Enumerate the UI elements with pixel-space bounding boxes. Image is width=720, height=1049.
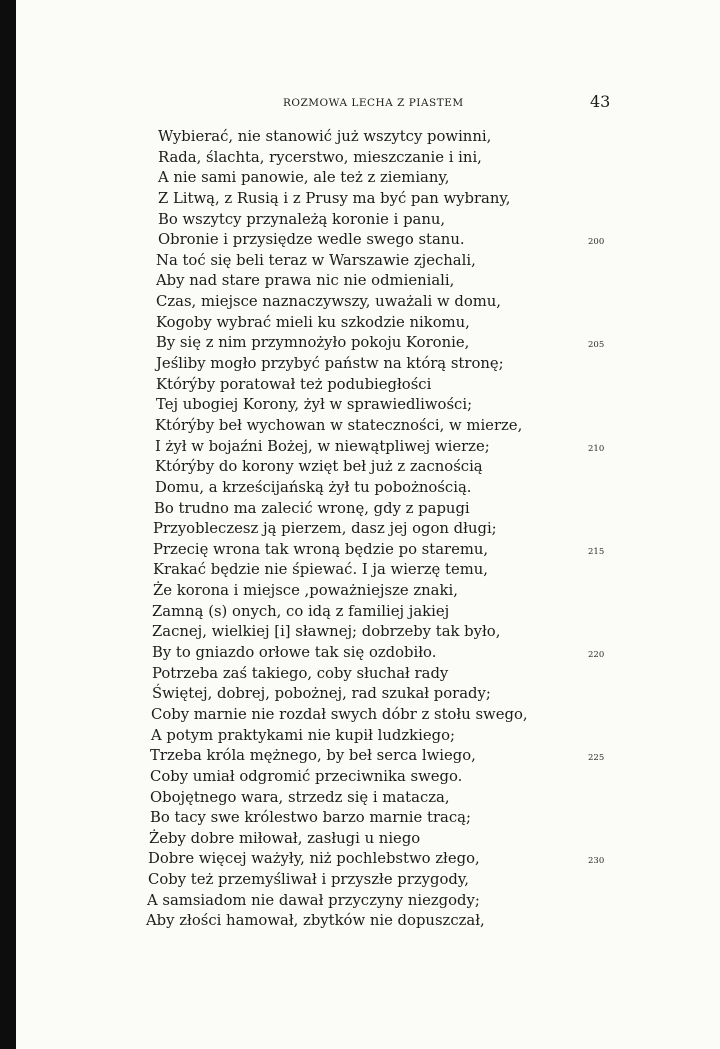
- verse-text: I żył w bojaźni Bożej, w niewątpliwej wierze;: [155, 437, 490, 455]
- verse-text: Domu, a krześcijańską żył tu pobożnością.: [155, 478, 472, 496]
- verse-text: Bo wszytcy przynależą koronie i panu,: [158, 210, 446, 228]
- verse-text: Przecię wrona tak wroną będzie po staremu,: [153, 540, 489, 558]
- scan-dark-edge: [0, 0, 16, 1049]
- verse-line: [146, 519, 666, 540]
- verse-text: Wybierać, nie stanowić już wszytcy powinni,: [158, 128, 492, 145]
- verse-text: Przyobleczesz ją pierzem, dasz jej ogon długi;: [153, 520, 497, 538]
- verse-line: [146, 643, 666, 664]
- verse-line: [146, 602, 666, 623]
- verse-line: [146, 808, 666, 829]
- verse-text: A potym praktykami nie kupił ludzkiego;: [151, 726, 455, 744]
- verse-line: [146, 829, 666, 850]
- verse-text: Którýby do korony wzięt beł już z zacnością: [155, 458, 483, 476]
- page-number: 43: [590, 92, 611, 111]
- verse-text: A nie sami panowie, ale też z ziemiany,: [158, 169, 450, 187]
- running-title: ROZMOWA LECHA Z PIASTEM: [283, 97, 464, 109]
- verse-line: [146, 849, 666, 870]
- poem-body: [146, 127, 666, 932]
- verse-text: Czas, miejsce naznaczywszy, uważali w domu,: [156, 293, 502, 311]
- verse-text: Obronie i przysiędze wedle swego stanu.: [158, 231, 465, 249]
- verse-line: [146, 746, 666, 767]
- verse-line: [146, 560, 666, 581]
- line-number: 230: [588, 856, 605, 867]
- verse-text: Coby marnie nie rozdał swych dóbr z stołu swego,: [151, 705, 528, 723]
- verse-line: [146, 127, 666, 148]
- verse-line: [146, 870, 666, 891]
- line-number: 205: [588, 340, 605, 351]
- verse-line: [146, 230, 666, 251]
- verse-text: By się z nim przymnożyło pokoju Koronie,: [156, 334, 470, 352]
- verse-line: [146, 313, 666, 334]
- verse-line: [146, 788, 666, 809]
- verse-line: [146, 478, 666, 499]
- verse-line: [146, 333, 666, 354]
- verse-text: Świętej, dobrej, pobożnej, rad szukał porady;: [152, 685, 491, 703]
- verse-line: [146, 251, 666, 272]
- verse-line: [146, 148, 666, 169]
- line-number: 225: [588, 753, 605, 764]
- verse-line: [146, 622, 666, 643]
- verse-text: Na toć się beli teraz w Warszawie zjechali,: [156, 251, 476, 269]
- verse-text: Coby też przemyśliwał i przyszłe przygody,: [148, 871, 469, 889]
- verse-text: Jeśliby mogło przybyć państw na którą stronę;: [156, 355, 504, 373]
- verse-line: [146, 395, 666, 416]
- verse-line: [146, 499, 666, 520]
- verse-line: [146, 891, 666, 912]
- verse-line: [146, 210, 666, 231]
- verse-text: Potrzeba zaś takiego, coby słuchał rady: [152, 664, 449, 682]
- verse-text: Trzeba króla mężnego, by beł serca lwiego,: [150, 747, 476, 765]
- line-number: 215: [588, 546, 605, 557]
- verse-text: Bo trudno ma zalecić wronę, gdy z papugi: [154, 499, 470, 517]
- verse-text: Coby umiał odgromić przeciwnika swego.: [150, 767, 463, 785]
- verse-text: Aby nad stare prawa nic nie odmieniali,: [156, 272, 455, 290]
- verse-line: [146, 664, 666, 685]
- verse-text: Zamną (s) onych, co idą z familiej jakiej: [152, 602, 450, 620]
- verse-text: Żeby dobre miłował, zasługi u niego: [149, 829, 421, 847]
- verse-line: [146, 416, 666, 437]
- verse-line: [146, 189, 666, 210]
- verse-text: Obojętnego wara, strzedz się i matacza,: [150, 788, 450, 806]
- verse-line: [146, 705, 666, 726]
- verse-line: [146, 684, 666, 705]
- verse-line: [146, 375, 666, 396]
- verse-text: By to gniazdo orłowe tak się ozdobiło.: [152, 644, 437, 662]
- verse-text: Z Litwą, z Rusią i z Prusy ma być pan wybrany,: [158, 189, 511, 207]
- verse-line: [146, 457, 666, 478]
- verse-line: [146, 271, 666, 292]
- verse-line: [146, 540, 666, 561]
- verse-text: Dobre więcej ważyły, niż pochlebstwo złego,: [148, 850, 480, 868]
- verse-line: [146, 168, 666, 189]
- verse-line: [146, 354, 666, 375]
- line-number: 220: [588, 650, 605, 661]
- verse-line: [146, 581, 666, 602]
- verse-text: Że korona i miejsce ,poważniejsze znaki,: [153, 582, 458, 600]
- verse-line: [146, 767, 666, 788]
- verse-text: Kogoby wybrać mieli ku szkodzie nikomu,: [156, 313, 470, 331]
- verse-text: Krakać będzie nie śpiewać. I ja wierzę temu,: [153, 561, 488, 579]
- verse-text: Aby złości hamował, zbytków nie dopuszczał,: [146, 912, 485, 930]
- verse-line: [146, 726, 666, 747]
- verse-line: [146, 911, 666, 932]
- verse-text: Zacnej, wielkiej [i] sławnej; dobrzeby tak było,: [152, 623, 501, 641]
- verse-line: [146, 437, 666, 458]
- verse-text: Rada, ślachta, rycerstwo, mieszczanie i ini,: [158, 148, 482, 166]
- verse-text: Którýby beł wychowan w stateczności, w mierze,: [155, 416, 523, 434]
- verse-text: Którýby poratował też podubiegłości: [156, 375, 432, 393]
- page-header: [0, 94, 720, 114]
- line-number: 200: [588, 237, 605, 248]
- verse-text: Bo tacy swe królestwo barzo marnie tracą;: [150, 809, 471, 827]
- verse-line: [146, 292, 666, 313]
- verse-text: Tej ubogiej Korony, żył w sprawiedliwości;: [156, 396, 473, 414]
- line-number: 210: [588, 443, 605, 454]
- verse-text: A samsiadom nie dawał przyczyny niezgody;: [147, 891, 480, 909]
